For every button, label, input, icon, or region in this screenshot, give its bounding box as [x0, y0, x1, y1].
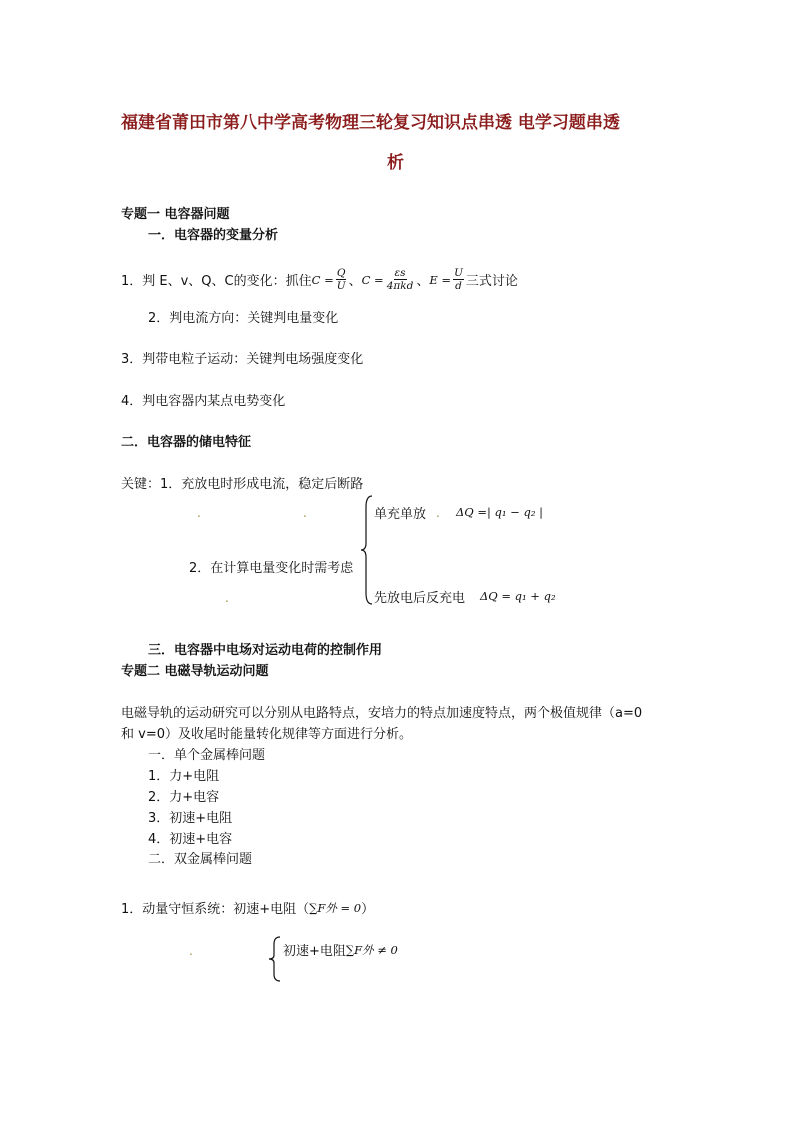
momentum-formula: ∑F外 = 0 [309, 900, 362, 915]
topic-1-item-2: 2．判电流方向：关键判电量变化 [148, 311, 339, 326]
topic-2-subheading-2: 二．双金属棒问题 [148, 852, 253, 867]
topic-2-subheading-1: 一．单个金属棒问题 [148, 748, 266, 763]
formula-line-prefix: 1．判 E、v、Q、C的变化：抓住 [121, 274, 312, 289]
marker-dot: . [189, 944, 193, 958]
marker-dot: . [225, 591, 229, 605]
key-line-2: 2．在计算电量变化时需考虑 [189, 561, 354, 576]
case-discharge-formula: ΔQ = q₁ + q₂ [480, 589, 556, 603]
topic-1-heading: 专题一 电容器问题 [121, 207, 230, 222]
momentum-line-suffix: ） [361, 902, 375, 917]
formula-c-q-u-lhs: C = [311, 272, 334, 287]
topic-1-item-3: 3．判带电粒子运动：关键判电场强度变化 [121, 352, 364, 367]
marker-dot: . [197, 506, 201, 520]
page-title-line-2: 析 [387, 153, 404, 173]
formula-e-u-d-lhs: E = [429, 272, 452, 287]
brace-icon [360, 495, 374, 605]
capacitor-formula-line [121, 267, 518, 292]
marker-dot: . [436, 506, 440, 520]
fraction-denominator: U [336, 280, 346, 292]
topic-2-heading: 专题二 电磁导轨运动问题 [121, 664, 269, 679]
topic-2-paragraph-line-2: 和 v=0）及收尾时能量转化规律等方面进行分析。 [121, 727, 412, 742]
topic-1-subheading-3: 三．电容器中电场对运动电荷的控制作用 [148, 643, 383, 658]
topic-1-item-4: 4．判电容器内某点电势变化 [121, 394, 286, 409]
fraction-numerator: εs [394, 267, 406, 279]
topic-2-paragraph-line-1: 电磁导轨的运动研究可以分别从电路特点，安培力的特点加速度特点，两个极值规律（a=0 [121, 706, 643, 721]
formula-separator: 、 [416, 274, 430, 289]
formula-c-eps-lhs: C = [361, 272, 384, 287]
topic-1-subheading-1: 一．电容器的变量分析 [148, 228, 279, 243]
momentum-line-prefix: 1．动量守恒系统：初速+电阻（ [121, 902, 310, 917]
formula-e-u-d-fraction [453, 267, 464, 292]
list-item: 1．力+电阻 [148, 769, 220, 784]
list-item: 2．力+电容 [148, 790, 220, 805]
fraction-denominator: d [455, 280, 462, 292]
key-line: 关键：1．充放电时形成电流，稳定后断路 [121, 477, 364, 492]
fraction-denominator: 4πkd [386, 280, 414, 292]
formula-separator: 、 [348, 274, 362, 289]
case-single-formula: ΔQ =| q₁ − q₂ | [456, 505, 543, 519]
case-discharge-recharge: 先放电后反充电 [374, 591, 466, 606]
non-conservative-case-text: 初速+电阻 [283, 944, 346, 959]
momentum-line [121, 898, 374, 917]
brace-icon [268, 936, 282, 982]
topic-1-subheading-2: 二．电容器的储电特征 [121, 435, 252, 450]
fraction-numerator: U [454, 267, 463, 279]
list-item: 3．初速+电阻 [148, 811, 233, 826]
formula-c-q-u-fraction [336, 267, 347, 292]
page-title-line-1: 福建省莆田市第八中学高考物理三轮复习知识点串透 电学习题串透 [121, 113, 620, 133]
non-conservative-case [283, 940, 398, 959]
case-single-charge: 单充单放 [374, 507, 427, 522]
formula-line-suffix: 三式讨论 [465, 274, 518, 289]
marker-dot: . [303, 506, 307, 520]
list-item: 4．初速+电容 [148, 832, 233, 847]
non-conservative-formula: ∑F外 ≠ 0 [345, 942, 398, 957]
fraction-numerator: Q [336, 267, 346, 279]
formula-c-eps-fraction [386, 267, 415, 292]
